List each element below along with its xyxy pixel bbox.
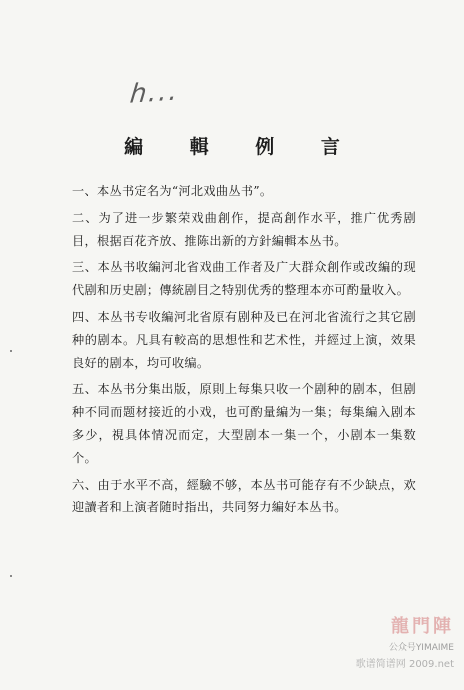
paragraph-3 bbox=[72, 256, 416, 302]
paragraph-1 bbox=[72, 180, 416, 203]
paragraph-text: 四、本丛书专收編河北省原有剧种及已在河北省流行之其它剧种的剧本。凡具有較高的思想性和艺术性，并經过上演，效果良好的剧本，均可收编。 bbox=[72, 309, 416, 370]
paragraph-4 bbox=[72, 306, 416, 374]
paragraph-text: 六、由于水平不高，經驗不够，本丛书可能存有不少缺点，欢迎讀者和上演者随时指出，共同努力編好本丛书。 bbox=[72, 477, 416, 515]
watermark-site-line2: 歌谱简谱网 2009.net bbox=[355, 659, 454, 670]
paragraph-text: 二、为了进一步繁荣戏曲創作，提高創作水平，推广优秀剧目，根据百花齐放、推陈出新的方針編輯本丛书。 bbox=[72, 210, 416, 248]
paragraph-text: 五、本丛书分集出版，原則上每集只收一个剧种的剧本，但剧种不同而题材接近的小戏，也可酌量編为一集；每集編入剧本多少，視具体情况而定，大型剧本一集一个，小剧本一集数个。 bbox=[72, 382, 416, 465]
margin-dot bbox=[10, 350, 12, 352]
paragraph-text: 一、本丛书定名为“河北戏曲丛书”。 bbox=[72, 184, 273, 198]
paragraph-text: 三、本丛书收編河北省戏曲工作者及广大群众創作或改編的现代剧和历史剧；傳統剧目之特别优秀的整理本亦可酌量收入。 bbox=[72, 260, 416, 298]
margin-dot bbox=[10, 575, 12, 577]
watermark-site-line1: 公众号YIMAIME bbox=[388, 643, 454, 653]
watermark bbox=[324, 612, 454, 670]
paragraph-2 bbox=[72, 207, 416, 253]
handwritten-mark: h... bbox=[128, 76, 181, 110]
body-text bbox=[72, 180, 416, 523]
watermark-logo: 龍門陣 bbox=[391, 616, 454, 637]
page-title: 編 輯 例 言 bbox=[124, 136, 360, 158]
paragraph-5 bbox=[72, 378, 416, 469]
paragraph-6 bbox=[72, 474, 416, 520]
